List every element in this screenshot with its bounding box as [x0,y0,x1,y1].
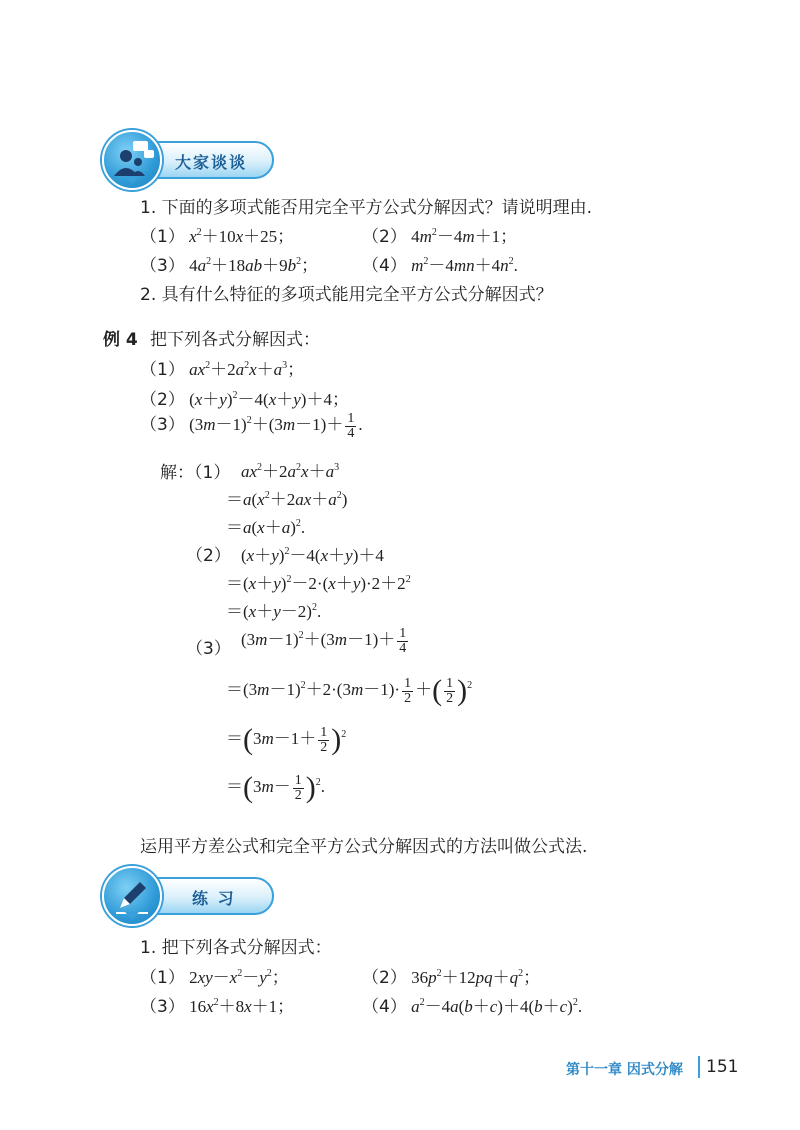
sol3-line-2: $=(3m-1)^2+2\cdot(3m-1)\cdot$ $\frac{1}{2}$ ＋( $\frac{1}{2}$ )$^2$ [226,674,473,708]
example-item-1-expr: $ax^2+2a^2x+a^3$； [189,360,305,379]
q1-item-3 [140,251,318,276]
q1-item-3-expr: $4a^2+18ab+9b^2$； [189,256,319,275]
discussion-badge-label: 大家谈谈 [175,153,248,172]
practice-badge-pointer [125,912,139,920]
sol2-line-2: $=(x+y)^2-2\cdot(x+y)\cdot 2+2^2$ [226,574,411,593]
q1-item-3-label: （3） [140,256,185,276]
practice-item-3-expr: $16x^2+8x+1$； [189,997,295,1016]
footer-chapter-title: 第十一章 因式分解 [566,1062,683,1078]
example-item-3 [140,410,363,441]
discussion-question-2: 2. 具有什么特征的多项式能用完全平方公式分解因式？ [140,285,553,305]
sol1-line-1: $ax^2+2a^2x+a^3$ [241,462,340,481]
sol3-line-1: $(3m-1)^2+(3m-1)+$ $\frac{1}{4}$ [241,625,407,656]
example-item-2-label: （2） [140,390,185,410]
sol1-line-2: $=a(x^2+2ax+a^2)$ [226,490,348,509]
practice-item-2-label: （2） [362,968,407,988]
practice-item-4-expr: $a^2-4a(b+c)+4(b+c)^2$. [411,997,583,1016]
sol3-line-3: ＝(3m－1＋ $\frac{1}{2}$ )$^2$ [226,723,347,757]
discussion-badge-pointer [125,176,139,184]
footer-divider [698,1056,700,1078]
sol3-label: （3） [186,639,231,659]
practice-item-2-expr: $36p^2+12pq+q^2$； [411,968,541,987]
sol2-line-1: $(x+y)^2-4(x+y)+4$ [241,546,384,565]
practice-question-1: 1. 把下列各式分解因式： [140,938,332,958]
q1-item-4-label: （4） [362,256,407,276]
q1-item-1 [140,222,294,247]
page-number: 151 [706,1057,739,1077]
practice-item-1 [140,963,289,988]
q1-item-2 [362,222,517,247]
q1-item-4 [362,251,518,276]
example-label: 例 4 [103,330,138,350]
example-prompt: 把下列各式分解因式： [150,330,320,350]
practice-item-3-label: （3） [140,997,185,1017]
sol2-line-3: $=(x+y-2)^2$. [226,602,322,621]
q1-item-1-label: （1） [140,227,185,247]
practice-item-2 [362,963,540,988]
example-item-1-label: （1） [140,360,185,380]
q1-item-4-expr: $m^2-4mn+4n^2$. [411,256,518,275]
example-item-3-label: （3） [140,415,185,435]
q1-item-2-label: （2） [362,227,407,247]
practice-item-4 [362,992,582,1017]
example-item-2-expr: $(x+y)^2-4(x+y)+4$； [189,390,349,409]
practice-badge-label: 练 习 [192,889,236,908]
example-item-3-expr: $(3m-1)^2+(3m-1)+$ $\frac{1}{4}$ . [189,410,363,441]
example-item-1 [140,355,304,380]
sol2-label: （2） [186,546,231,566]
sol3-line-4: ＝(3m－ $\frac{1}{2}$ )$^2$. [226,771,326,805]
solution-label: 解：（1） [160,463,231,483]
sol1-line-3: $=a(x+a)^2$. [226,518,306,537]
practice-item-3 [140,992,294,1017]
summary-text: 运用平方差公式和完全平方公式分解因式的方法叫做公式法. [140,837,588,857]
q1-item-1-expr: $x^2+10x+25$； [189,227,295,246]
practice-item-1-expr: $2xy-x^2-y^2$； [189,968,289,987]
practice-item-4-label: （4） [362,997,407,1017]
practice-item-1-label: （1） [140,968,185,988]
discussion-question-1: 1. 下面的多项式能否用完全平方公式分解因式？请说明理由. [140,198,593,218]
example-item-2 [140,385,349,410]
q1-item-2-expr: $4m^2-4m+1$； [411,227,518,246]
